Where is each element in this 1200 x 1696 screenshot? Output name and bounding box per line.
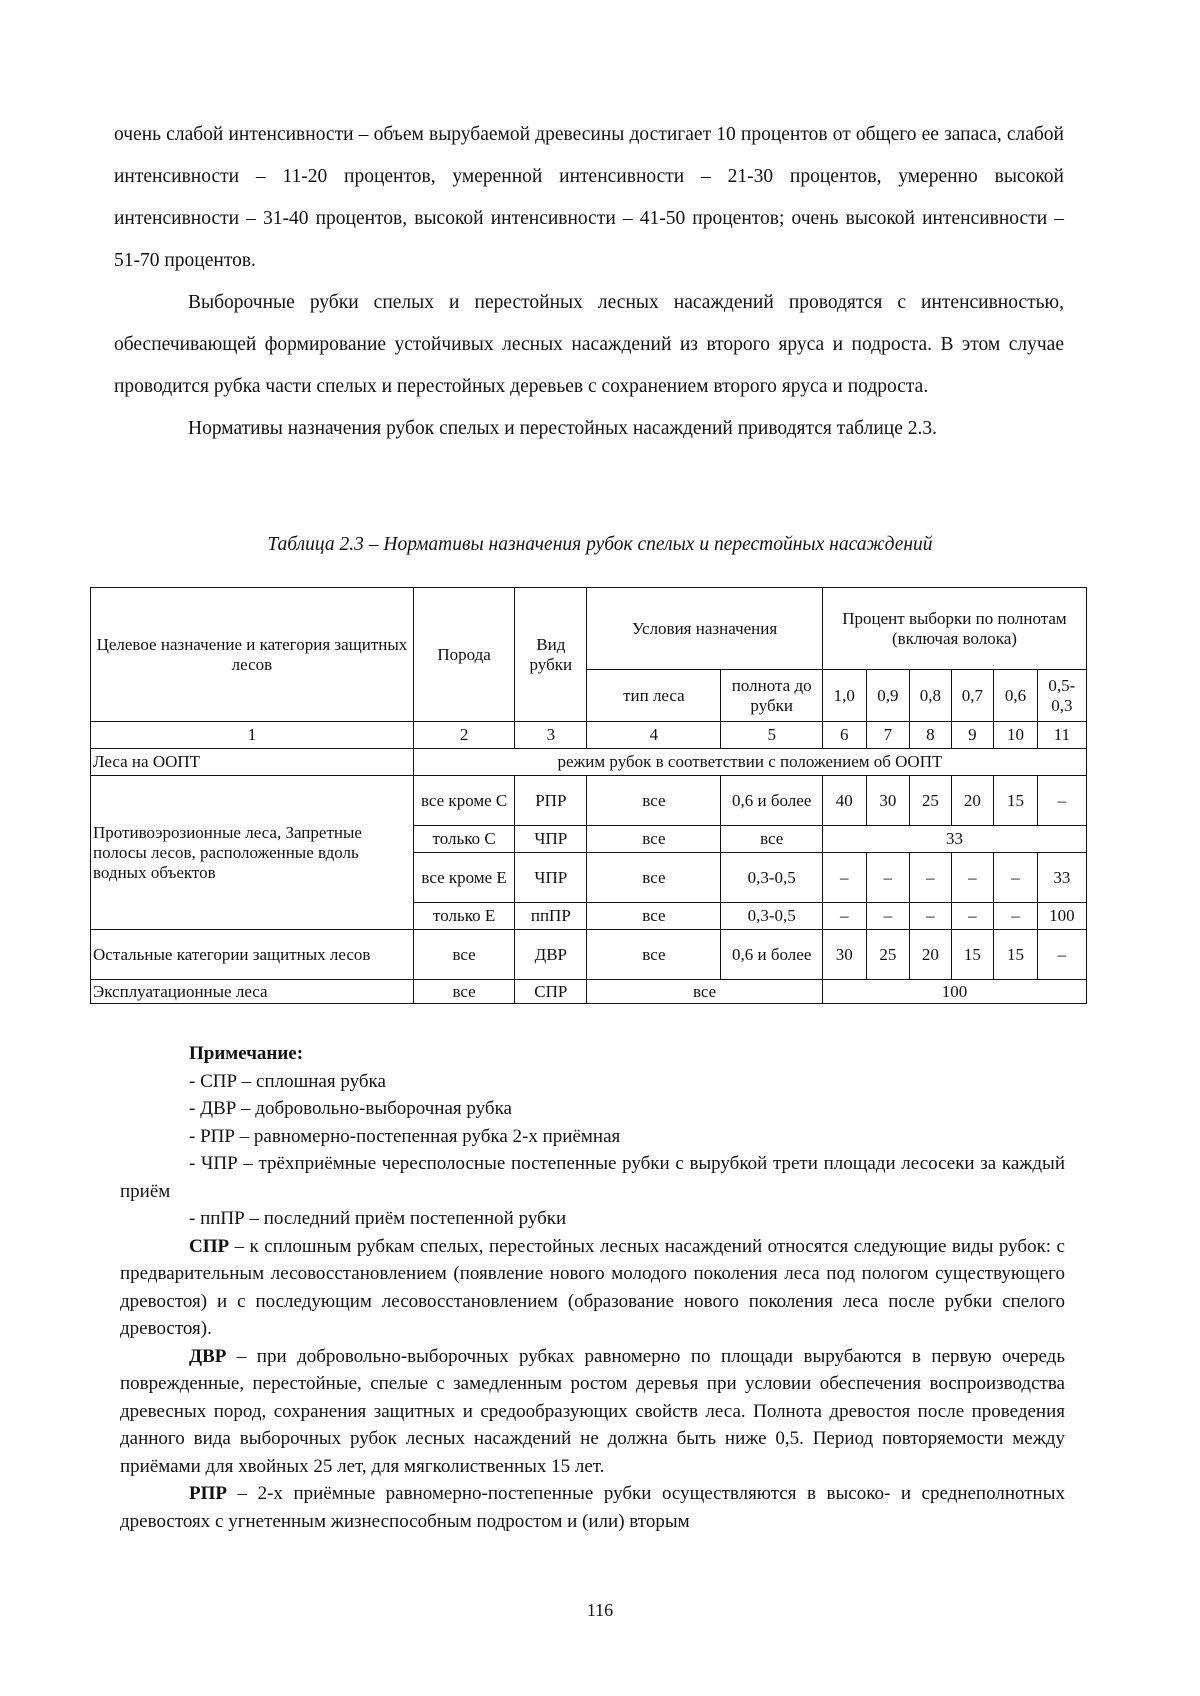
note-item: - ЧПР – трёхприёмные чересполосные постепенные рубки с вырубкой трети площади лесосеки за каждый приём: [120, 1153, 1065, 1202]
cell-species: все кроме Е: [413, 853, 514, 903]
norms-table: [90, 587, 1087, 1004]
intro-text: [114, 114, 1064, 450]
intro-paragraph-3: Нормативы назначения рубок спелых и перестойных насаждений приводятся таблице 2.3.: [188, 418, 937, 439]
group-protective-label: Противоэрозионные леса, Запретные полосы лесов, расположенные вдоль водных объектов: [91, 776, 414, 930]
header-percent: Процент выборки по полнотам (включая волока): [822, 588, 1086, 670]
column-number: 8: [910, 722, 951, 749]
cell-type: ппПР: [515, 903, 587, 930]
cell-density: 0,6 и более: [721, 776, 822, 826]
cell-forest: все: [587, 930, 721, 980]
cell-percent: –: [1037, 930, 1086, 980]
cell-percent: –: [994, 853, 1038, 903]
column-number: 9: [951, 722, 994, 749]
header-conditions: Условия назначения: [587, 588, 823, 670]
cell-percent: –: [866, 853, 910, 903]
cell-percent: –: [1037, 776, 1086, 826]
cell-percent: 15: [994, 776, 1038, 826]
header-type: Вид рубки: [515, 588, 587, 722]
cell-percent: –: [910, 853, 951, 903]
note-item: - СПР – сплошная рубка: [189, 1070, 386, 1092]
cell-percent: –: [951, 903, 994, 930]
dvr-term: ДВР: [189, 1345, 227, 1367]
cell-percent-merged: 100: [822, 980, 1086, 1004]
cell-forest: все: [587, 826, 721, 853]
table-row-oopt: [91, 749, 1087, 776]
cell-type: СПР: [515, 980, 587, 1004]
cell-percent: 15: [951, 930, 994, 980]
cell-percent: 100: [1037, 903, 1086, 930]
cell-type: ЧПР: [515, 826, 587, 853]
header-density-4: 0,7: [951, 670, 994, 722]
table-caption: Таблица 2.3 – Нормативы назначения рубок спелых и перестойных насаждений: [267, 534, 933, 555]
cell-percent: –: [910, 903, 951, 930]
cell-percent: 25: [866, 930, 910, 980]
notes-section: [120, 1040, 1065, 1535]
other-protective-label: Остальные категории защитных лесов: [91, 930, 414, 980]
spr-term: СПР: [189, 1235, 230, 1257]
rpr-term: РПР: [189, 1483, 227, 1504]
cell-species: все: [413, 980, 514, 1004]
intro-paragraph-2: Выборочные рубки спелых и перестойных лесных насаждений проводятся с интенсивностью, обеспечивающей формирование устойчивых лесных насаждений из второго яруса и подроста. В этом случае проводится рубка части спелых и перестойных деревьев с сохранением второго яруса и подроста.: [114, 292, 1064, 397]
column-number: 10: [994, 722, 1038, 749]
header-density-5: 0,6: [994, 670, 1038, 722]
cell-forest: все: [587, 853, 721, 903]
cell-percent-merged: 33: [822, 826, 1086, 853]
cell-type: ДВР: [515, 930, 587, 980]
cell-forest: все: [587, 776, 721, 826]
cell-percent: 33: [1037, 853, 1086, 903]
header-forest-type: тип леса: [587, 670, 721, 722]
cell-species: только С: [413, 826, 514, 853]
header-purpose: Целевое назначение и категория защитных лесов: [91, 588, 414, 722]
spr-paragraph: [120, 1233, 1065, 1343]
column-number: 6: [822, 722, 866, 749]
column-number: 1: [91, 722, 414, 749]
cell-percent: 15: [994, 930, 1038, 980]
table-row: [91, 776, 1087, 826]
cell-percent: –: [994, 903, 1038, 930]
cell-percent: 25: [910, 776, 951, 826]
cell-forest: все: [587, 903, 721, 930]
cell-species: только Е: [413, 903, 514, 930]
exploitation-label: Эксплуатационные леса: [91, 980, 414, 1004]
rpr-paragraph: [120, 1480, 1065, 1535]
cell-percent: 20: [951, 776, 994, 826]
column-number: 4: [587, 722, 721, 749]
column-number: 11: [1037, 722, 1086, 749]
header-density-6: 0,5-0,3: [1037, 670, 1086, 722]
cell-percent: 30: [822, 930, 866, 980]
cell-density: 0,6 и более: [721, 930, 822, 980]
spr-text: – к сплошным рубкам спелых, перестойных лесных насаждений относятся следующие виды рубок: с предварительным лесовосстановлением (появление нового молодого поколения леса под пологом существующего древостоя) и с последующим лесовосстановлением (образование нового поколения леса после рубки спелого древостоя).: [120, 1235, 1065, 1339]
column-numbers-row: [91, 722, 1087, 749]
table-row-other-protective: [91, 930, 1087, 980]
table-row-exploitation: [91, 980, 1087, 1004]
cell-percent: 30: [866, 776, 910, 826]
cell-species: все: [413, 930, 514, 980]
cell-density: 0,3-0,5: [721, 853, 822, 903]
note-item: - РПР – равномерно-постепенная рубка 2-х приёмная: [189, 1125, 621, 1147]
cell-type: ЧПР: [515, 853, 587, 903]
note-item: - ДВР – добровольно-выборочная рубка: [189, 1098, 512, 1119]
cell-species: все кроме С: [413, 776, 514, 826]
notes-title: Примечание:: [189, 1043, 304, 1064]
oopt-regime: режим рубок в соответствии с положением об ООПТ: [413, 749, 1086, 776]
rpr-text: – 2-х приёмные равномерно-постепенные рубки осуществляются в высоко- и среднеполнотных древостоях с угнетенным жизнеспособным подростом и (или) вторым: [120, 1483, 1065, 1532]
header-species: Порода: [413, 588, 514, 722]
column-number: 5: [721, 722, 822, 749]
cell-percent: –: [866, 903, 910, 930]
cell-density: 0,3-0,5: [721, 903, 822, 930]
oopt-label: Леса на ООПТ: [91, 749, 414, 776]
intro-paragraph-1: очень слабой интенсивности – объем вырубаемой древесины достигает 10 процентов от общего ее запаса, слабой интенсивности – 11-20 процентов, умеренной интенсивности – 21-30 процентов, умеренно высокой интенсивности – 31-40 процентов, высокой интенсивности – 41-50 процентов; очень высокой интенсивности – 51-70 процентов.: [114, 124, 1064, 271]
cell-density: все: [721, 826, 822, 853]
cell-percent: –: [951, 853, 994, 903]
cell-percent: –: [822, 903, 866, 930]
cell-percent: –: [822, 853, 866, 903]
note-item: - ппПР – последний приём постепенной рубки: [189, 1208, 567, 1229]
page-number: 116: [586, 1600, 614, 1620]
header-density: полнота до рубки: [721, 670, 822, 722]
cell-percent: 20: [910, 930, 951, 980]
cell-forest-merged: все: [587, 980, 823, 1004]
header-density-3: 0,8: [910, 670, 951, 722]
column-number: 3: [515, 722, 587, 749]
column-number: 7: [866, 722, 910, 749]
header-density-1: 1,0: [822, 670, 866, 722]
dvr-paragraph: [120, 1343, 1065, 1481]
header-density-2: 0,9: [866, 670, 910, 722]
cell-percent: 40: [822, 776, 866, 826]
cell-type: РПР: [515, 776, 587, 826]
column-number: 2: [413, 722, 514, 749]
dvr-text: – при добровольно-выборочных рубках равномерно по площади вырубаются в первую очередь поврежденные, перестойные, спелые с замедленным ростом деревья при условии обеспечения воспроизводства древесных пород, сохранения защитных и средообразующих свойств леса. Полнота древостоя после проведения данного вида выборочных рубок лесных насаждений не должна быть ниже 0,5. Период повторяемости между приёмами для хвойных 25 лет, для мягколиственных 15 лет.: [120, 1345, 1065, 1477]
